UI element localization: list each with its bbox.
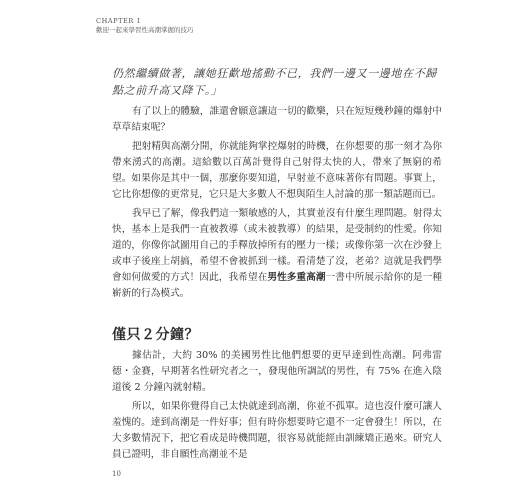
section-heading: 僅只２分鐘？ bbox=[112, 327, 199, 343]
chapter-label: CHAPTER 1 bbox=[96, 17, 142, 25]
paragraph-3-text-b: 一書中所展示給你的是一種嶄新的行為模式。 bbox=[112, 272, 443, 299]
paragraph-1: 有了以上的體驗，誰還會願意讓這一切的歡樂，只在短短幾秒鐘的爆射中草草結束呢？ bbox=[112, 106, 442, 133]
quote-paragraph: 仍然繼續做著，讓她狂歡地搖動不已，我們一邊又一邊地在不歸點之前升高又降下。」 bbox=[112, 67, 437, 97]
page-number: 10 bbox=[112, 470, 121, 478]
chapter-subtitle: 歡迎一起來學習性高潮掌握的技巧 bbox=[96, 26, 194, 34]
body-section-1 bbox=[112, 104, 442, 305]
paragraph-4: 據估計，大約 30% 的美國男性比他們想要的更早達到性高潮。阿弗雷德・金賽，早期著名性研究者之一，發現他所調試的男性，有 75% 在進入陰道後 2 分鐘內就射精。 bbox=[112, 350, 442, 393]
paragraph-2: 把射精與高潮分開，你就能夠掌控爆射的時機，在你想要的那一刻才為你帶來湧式的高潮。這給數以百萬計覺得自己射得太快的人，帶來了無窮的希望。如果你是其中一個，那麼你要知道，早射並不意味著你有問題。事實上，它比你想像的更常見，它只是大多數人不想與陌生人討論的那一類話題而已。 bbox=[112, 141, 442, 200]
paragraph-3 bbox=[112, 206, 442, 302]
book-title-bold: 男性多重高潮 bbox=[267, 272, 326, 283]
running-head bbox=[96, 17, 194, 35]
paragraph-5: 所以，如果你覺得自己太快就達到高潮，你並不孤單。這也沒什麼可讓人羞愧的。達到高潮是一件好事；但有時你想要時它還不一定會發生！所以，在大多數情況下，把它看成是時機問題，很容易就能經由訓練矯正過來。研究人員已證明，非自願性高潮並不是 bbox=[112, 401, 442, 460]
body-section-2 bbox=[112, 348, 442, 466]
paragraph-3-text-a: 我早已了解，像我們這一類敏感的人，其實並沒有什麼生理問題。射得太快，基本上是我們一直被教導（或未被教導）的結果，是受制約的性愛。你知道的，你像你試圖用自己的手釋放掉所有的壓力一樣；或像你第一次在沙發上或車子後座上胡搞，希望不會被抓到一樣。看清楚了沒，老弟？這就是我們學會如何做愛的方式！因此，我希望在 bbox=[112, 208, 442, 283]
